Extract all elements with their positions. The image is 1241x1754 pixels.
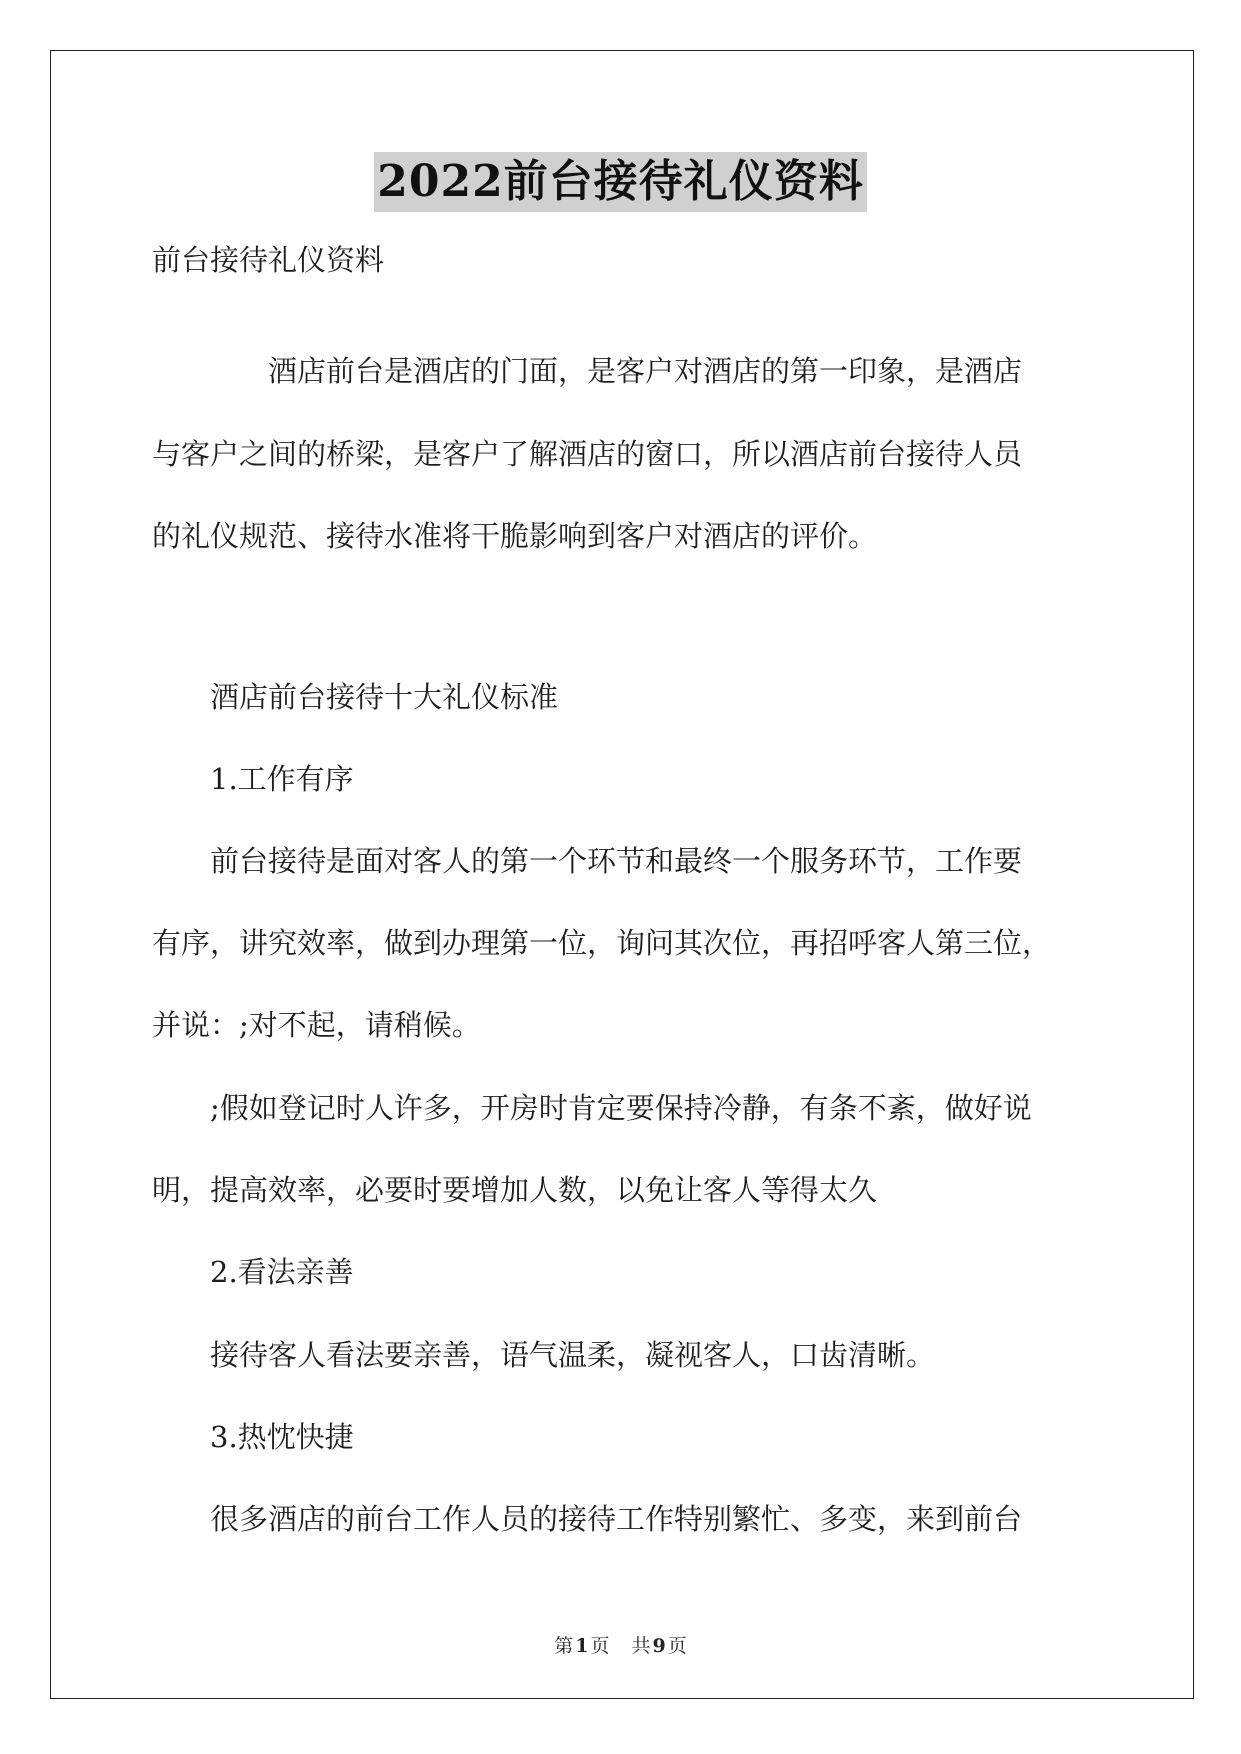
body-line: 与客户之间的桥梁，是客户了解酒店的窗口，所以酒店前台接待人员	[152, 437, 1023, 471]
body-line: 前台接待礼仪资料	[152, 243, 385, 277]
page-current: 1	[575, 1635, 589, 1657]
body-line: 并说：;对不起，请稍候。	[152, 1008, 481, 1042]
total-prefix: 共	[631, 1635, 651, 1657]
page-prefix: 第	[554, 1635, 574, 1657]
body-line: 接待客人看法要亲善，语气温柔，凝视客人，口齿清晰。	[152, 1338, 936, 1372]
section-heading: 酒店前台接待十大礼仪标准	[152, 680, 559, 714]
body-line: 有序，讲究效率，做到办理第一位，询问其次位，再招呼客人第三位，	[152, 926, 1052, 960]
body-line: 很多酒店的前台工作人员的接待工作特别繁忙、多变，来到前台	[152, 1502, 1023, 1536]
body-line: ;假如登记时人许多，开房时肯定要保持冷静，有条不紊，做好说	[152, 1091, 1032, 1125]
total-suffix: 页	[667, 1635, 687, 1657]
page-total: 9	[652, 1635, 666, 1657]
page-suffix: 页	[590, 1635, 610, 1657]
document-title: 2022前台接待礼仪资料	[374, 152, 866, 212]
item-heading: 2.看法亲善	[152, 1255, 354, 1289]
body-line: 酒店前台是酒店的门面，是客户对酒店的第一印象，是酒店	[152, 354, 1023, 388]
item-heading: 1.工作有序	[152, 762, 354, 796]
page-footer	[0, 1634, 1241, 1658]
title-container	[0, 152, 1241, 212]
body-line: 前台接待是面对客人的第一个环节和最终一个服务环节，工作要	[152, 844, 1023, 878]
item-heading: 3.热忱快捷	[152, 1420, 354, 1454]
body-line: 明，提高效率，必要时要增加人数，以免让客人等得太久	[152, 1173, 878, 1207]
body-line: 的礼仪规范、接待水准将干脆影响到客户对酒店的评价。	[152, 519, 878, 553]
